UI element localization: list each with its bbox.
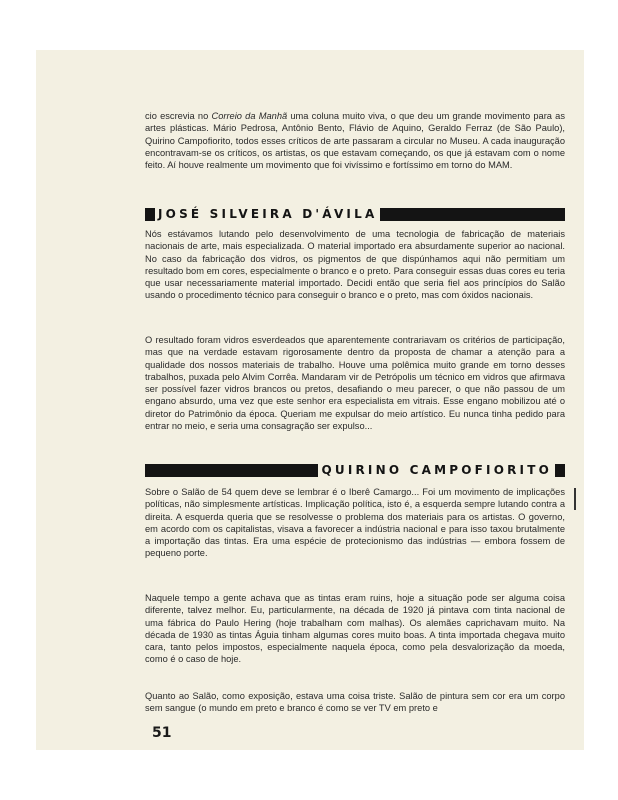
paragraph: Sobre o Salão de 54 quem deve se lembrar é o Iberê Camargo... Foi um movimento de implicações políticas, não simplesmente artísticas. Implicação política, isto é, a esquerda sempre lutando contra a direita. A esquerda queria que se resolvesse o problema dos materiais para os artistas. O governo, em acordo com os capitalistas, visava a favorecer a indústria nacional e para isso taxou brutalmente a importação das tintas. Era uma espécie de protecionismo das indústrias — embora fossem de pequeno porte.	[145, 487, 565, 559]
heading-text: JOSÉ SILVEIRA D'ÁVILA	[158, 207, 378, 221]
page-edge-mark	[574, 488, 576, 510]
intro-paragraph	[145, 110, 565, 171]
newspaper-title: Correio da Manhã	[211, 111, 288, 121]
paragraph: Naquele tempo a gente achava que as tintas eram ruins, hoje a situação pode ser alguma coisa diferente, talvez melhor. Eu, particularmente, na década de 1920 já pintava com tinta nacional de uma fábrica do Paulo Hering (hoje trabalham com malhas). Os alemães caprichavam muito. Na década de 1930 as tintas Águia tinham algumas cores muito boas. A tinta importada chegava muito cara, tanto pelos impostos, especialmente naquela época, como pela desvalorização da moeda, como é o caso de hoje.	[145, 593, 565, 665]
heading-bar-right	[555, 464, 565, 477]
heading-bar-left	[145, 464, 318, 477]
section-heading-jose-silveira	[145, 207, 565, 221]
paragraph: Quanto ao Salão, como exposição, estava uma coisa triste. Salão de pintura sem cor era um corpo sem sangue (o mundo em preto e branco é como se ver TV em preto e	[145, 691, 565, 714]
section-heading-quirino-campofiorito	[145, 463, 565, 477]
page-number: 51	[152, 725, 172, 741]
heading-bar-right	[380, 208, 565, 221]
paragraph: O resultado foram vidros esverdeados que aparentemente contrariavam os critérios de participação, mas que na verdade estavam rigorosamente dentro da proposta de chamar a atenção para a qualidade dos nossos materiais de trabalho. Houve uma polêmica muito grande em torno desses trabalhos, puxada pelo Alvim Corrêa. Mandaram vir de Petrópolis um técnico em vidros que afirmava ser possível fazer vidros brancos ou pretos, desafiando o meu parecer, o que não passou de um engano absurdo, uma vez que este senhor era especialista em vitrais. Esse engano mobilizou até o diretor do Patrimônio da época. Queriam me expulsar do meio artístico. Eu nunca tinha pedido para entrar no meio, e seria uma consagração ser expulso...	[145, 335, 565, 432]
intro-text-end: uma coluna muito viva, o que deu um grande movimento para as artes plásticas. Mário Pedrosa, Antônio Bento, Flávio de Aquino, Geraldo Ferraz (de São Paulo), Quirino Campofiorito, todos esses críticos de arte passaram a circular no Museu. A cada inauguração encontravam-se os críticos, os artistas, os que estavam começando, os que já estavam com o nome feito. Aí houve realmente um movimento que foi vivíssimo e fortíssimo em torno do MAM.	[145, 111, 566, 171]
heading-text: QUIRINO CAMPOFIORITO	[321, 463, 552, 477]
paragraph: Nós estávamos lutando pelo desenvolvimento de uma tecnologia de fabricação de materiais nacionais de arte, mais especializada. O material importado era absurdamente superior ao nacional. No caso da fabricação dos vidros, os pigmentos de que dispúnhamos aqui não permitiam um resultado bom em cores, especialmente o branco e o preto. Para conseguir essas duas cores eu teria que usar necessariamente material importado. Decidi então que seria fiel aos princípios do Salão usando o procedimento técnico para conseguir o branco e o preto, mas com óxidos nacionais.	[145, 229, 565, 301]
intro-text-start: cio escrevia no	[145, 111, 212, 121]
heading-bar-left	[145, 208, 155, 221]
